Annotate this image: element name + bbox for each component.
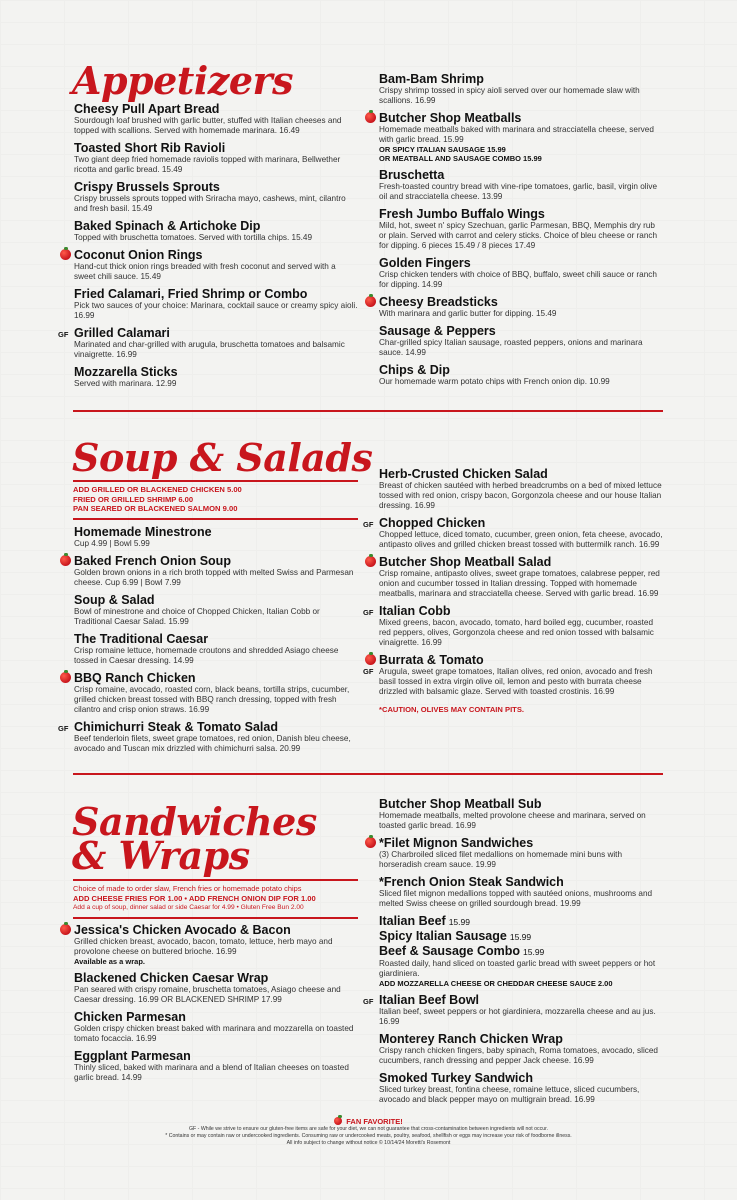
- item-title: Monterey Ranch Chicken Wrap: [379, 1032, 563, 1046]
- menu-item: [379, 256, 663, 290]
- menu-item: [363, 516, 663, 550]
- item-description: Golden brown onions in a rich broth topped with melted Swiss and Parmesan cheese. Cup 6.99 | Bowl 7.99: [74, 568, 354, 587]
- sandwiches-left-column: [74, 923, 359, 1088]
- menu-item: [74, 180, 359, 214]
- gluten-free-icon: GF: [58, 330, 69, 339]
- item-name: [379, 914, 663, 929]
- item-name: [74, 1010, 359, 1024]
- item-description: Crisp chicken tenders with choice of BBQ, buffalo, sweet chili sauce or ranch for dipping. 14.99: [379, 270, 657, 289]
- item-description: Breast of chicken sautéed with herbed breadcrumbs on a bed of mixed lettuce tossed with red onion, crispy bacon, Gorgonzola cheese and our house Italian dressing. 16.99: [379, 481, 662, 510]
- item-title: Eggplant Parmesan: [74, 1049, 191, 1063]
- menu-item: [379, 929, 663, 944]
- item-name: [74, 923, 359, 937]
- menu-item: [379, 324, 663, 358]
- item-description: Mild, hot, sweet n' spicy Szechuan, garlic Parmesan, BBQ, Memphis dry rub or plain. Served with carrot and celery sticks. Choice of bleu cheese or ranch for dipping. 6 pieces 15.49 / 8 pieces 17.49: [379, 221, 658, 250]
- item-title: Baked Spinach & Artichoke Dip: [74, 219, 261, 233]
- menu-item: [74, 141, 359, 175]
- tomato-icon: [365, 837, 376, 848]
- item-name: [74, 141, 359, 155]
- item-name: [74, 632, 359, 646]
- item-name: [379, 944, 663, 959]
- menu-item: [74, 632, 359, 666]
- item-price: 15.99: [523, 947, 545, 957]
- item-name: [74, 971, 359, 985]
- menu-item: [379, 797, 663, 831]
- item-title: Golden Fingers: [379, 256, 471, 270]
- item-name: [74, 180, 359, 194]
- tomato-icon: [60, 924, 71, 935]
- menu-item: [379, 363, 663, 387]
- menu-item: [74, 971, 359, 1005]
- item-description: Crispy ranch chicken fingers, baby spinach, Roma tomatoes, avocado, sliced cucumbers, ranch dressing and pepper Jack cheese. 16.99: [379, 1046, 658, 1065]
- item-name: [363, 516, 663, 530]
- menu-item: [74, 554, 359, 588]
- item-title: Burrata & Tomato: [379, 653, 484, 667]
- menu-item: [74, 1010, 359, 1044]
- sandwiches-addons: [73, 879, 358, 919]
- item-name: [379, 363, 663, 377]
- item-name: [379, 324, 663, 338]
- item-option: OR SPICY ITALIAN SAUSAGE 15.99: [379, 145, 506, 154]
- menu-item: [58, 720, 359, 754]
- item-name: [379, 256, 663, 270]
- item-title: Italian Beef Bowl: [379, 993, 480, 1007]
- addon-line: ADD CHEESE FRIES FOR 1.00 • ADD FRENCH ONION DIP FOR 1.00: [73, 893, 316, 903]
- menu-item: [379, 207, 663, 251]
- item-title: Blackened Chicken Caesar Wrap: [74, 971, 269, 985]
- item-name: [74, 525, 359, 539]
- item-title: Herb-Crusted Chicken Salad: [379, 467, 548, 481]
- menu-item: [74, 525, 359, 549]
- menu-item: [58, 326, 359, 360]
- item-title: Toasted Short Rib Ravioli: [74, 141, 226, 155]
- item-name: [74, 671, 359, 685]
- item-description: Bowl of minestrone and choice of Chopped Chicken, Italian Cobb or Traditional Caesar Salad. 15.99: [74, 607, 320, 626]
- item-description: Mixed greens, bacon, avocado, tomato, hard boiled egg, cucumber, roasted red peppers, olives, Gorgonzola cheese and red onion tossed with balsamic vinaigrette. 16.99: [379, 618, 654, 647]
- item-title: Coconut Onion Rings: [74, 248, 203, 262]
- menu-item: [74, 1049, 359, 1083]
- item-description: Hand-cut thick onion rings breaded with fresh coconut and served with a sweet chili sauce. 15.49: [74, 262, 336, 281]
- menu-item: [379, 111, 663, 163]
- tomato-icon: [334, 1117, 342, 1125]
- addon-line: ADD GRILLED OR BLACKENED CHICKEN 5.00: [73, 485, 242, 494]
- item-name: [379, 555, 663, 569]
- item-title: *Filet Mignon Sandwiches: [379, 836, 534, 850]
- gf-disclaimer: GF - While we strive to ensure our gluten-free items are safe for your diet, we can not guarantee that cross-contamination between ingredients will not occur.: [189, 1126, 548, 1132]
- tomato-icon: [365, 654, 376, 665]
- item-title: Butcher Shop Meatballs: [379, 111, 522, 125]
- item-name: [74, 593, 359, 607]
- addon-line: FRIED OR GRILLED SHRIMP 6.00: [73, 494, 194, 504]
- item-name: [74, 554, 359, 568]
- item-title: Beef & Sausage Combo: [379, 944, 521, 958]
- gluten-free-icon: GF: [363, 608, 374, 617]
- tomato-icon: [60, 249, 71, 260]
- item-title: Mozzarella Sticks: [74, 365, 178, 379]
- item-description: Pan seared with crispy romaine, bruschetta tomatoes, Asiago cheese and Caesar dressing. 16.99 OR BLACKENED SHRIMP 17.99: [74, 985, 341, 1004]
- gluten-free-icon: GF: [363, 667, 374, 676]
- item-description: Two giant deep fried homemade raviolis topped with marinara, Bellwether ricotta and garlic bread. 15.49: [74, 155, 341, 174]
- item-name: [379, 797, 663, 811]
- item-title: Soup & Salad: [74, 593, 155, 607]
- item-price: 15.99: [448, 917, 470, 927]
- menu-item: [379, 1032, 663, 1066]
- item-name: [379, 1032, 663, 1046]
- item-name: [379, 467, 663, 481]
- fan-favorite-legend: [0, 1116, 737, 1126]
- raw-disclaimer: * Contains or may contain raw or undercooked ingredients. Consuming raw or undercooked meats, poultry, seafood, shellfish or eggs may increase your risk of foodborne illness.: [165, 1133, 572, 1139]
- fan-favorite-label: FAN FAVORITE!: [346, 1117, 403, 1126]
- item-title: BBQ Ranch Chicken: [74, 671, 196, 685]
- section-divider: [73, 410, 663, 412]
- item-title: Crispy Brussels Sprouts: [74, 180, 220, 194]
- item-description: Sourdough loaf brushed with garlic butter, stuffed with Italian cheeses and topped with scallions. Served with homemade marinara. 16.49: [74, 116, 342, 135]
- item-title: Butcher Shop Meatball Salad: [379, 555, 552, 569]
- item-option: Available as a wrap.: [74, 957, 146, 966]
- addon-line: Add a cup of soup, dinner salad or side Caesar for 4.99 • Gluten Free Bun 2.00: [73, 904, 304, 911]
- item-name: [74, 1049, 359, 1063]
- sandwiches-title-line2: & Wraps: [72, 833, 250, 878]
- item-name: [74, 219, 359, 233]
- soups-addons: [73, 480, 358, 520]
- tomato-icon: [365, 112, 376, 123]
- item-name: [74, 287, 359, 301]
- tomato-icon: [365, 296, 376, 307]
- item-name: [379, 111, 663, 125]
- item-description: Chopped lettuce, diced tomato, cucumber, green onion, feta cheese, avocado, antipasto olives and grilled chicken breast tossed with buttermilk ranch. 16.99: [379, 530, 663, 549]
- item-title: Smoked Turkey Sandwich: [379, 1071, 533, 1085]
- item-title: Fried Calamari, Fried Shrimp or Combo: [74, 287, 308, 301]
- gluten-free-icon: GF: [58, 724, 69, 733]
- menu-item: [379, 555, 663, 599]
- soups-title: Soup & Salads: [72, 435, 373, 480]
- item-description: Marinated and char-grilled with arugula, bruschetta tomatoes and balsamic vinaigrette. 16.99: [74, 340, 345, 359]
- item-name: [74, 365, 359, 379]
- item-title: Jessica's Chicken Avocado & Bacon: [74, 923, 291, 937]
- item-description: Thinly sliced, baked with marinara and a blend of Italian cheeses on toasted garlic bread. 14.99: [74, 1063, 349, 1082]
- menu-item: [74, 365, 359, 389]
- soups-left-column: [58, 525, 359, 759]
- menu-item: [74, 287, 359, 321]
- menu-item: [379, 72, 663, 106]
- item-description: Italian beef, sweet peppers or hot giardiniera, mozzarella cheese and au jus. 16.99: [379, 1007, 656, 1026]
- item-title: Baked French Onion Soup: [74, 554, 231, 568]
- item-title: The Traditional Caesar: [74, 632, 209, 646]
- item-name: [379, 875, 663, 889]
- addon-line: Choice of made to order slaw, French fries or homemade potato chips: [73, 884, 302, 893]
- item-title: Butcher Shop Meatball Sub: [379, 797, 542, 811]
- item-option: ADD MOZZARELLA CHEESE OR CHEDDAR CHEESE SAUCE 2.00: [379, 979, 613, 988]
- appetizers-title: Appetizers: [72, 58, 293, 103]
- item-name: [363, 993, 663, 1007]
- menu-item: [363, 604, 663, 648]
- menu-item: [379, 836, 663, 870]
- item-name: [379, 295, 663, 309]
- item-name: [74, 248, 359, 262]
- item-title: Homemade Minestrone: [74, 525, 212, 539]
- item-description: Sliced turkey breast, fontina cheese, romaine lettuce, sliced cucumbers, avocado and black pepper mayo on multigrain bread. 16.99: [379, 1085, 640, 1104]
- item-description: Crisp romaine, antipasto olives, sweet grape tomatoes, calabrese pepper, red onion and cucumber tossed in Italian dressing. Topped with homemade meatballs, marinara and stracciatella cheese. Served with garlic bread. 16.99: [379, 569, 660, 598]
- item-name: [379, 929, 663, 944]
- tomato-icon: [365, 556, 376, 567]
- item-description: Char-grilled spicy Italian sausage, roasted peppers, onions and marinara sauce. 14.99: [379, 338, 643, 357]
- menu-item: [379, 944, 663, 988]
- item-option: OR MEATBALL AND SAUSAGE COMBO 15.99: [379, 154, 542, 163]
- item-name: [379, 207, 663, 221]
- item-title: Spicy Italian Sausage: [379, 929, 507, 943]
- item-name: [58, 326, 359, 340]
- item-description: Crisp romaine lettuce, homemade croutons and shredded Asiago cheese tossed in Caesar dressing. 14.99: [74, 646, 339, 665]
- item-description: Crispy brussels sprouts topped with Sriracha mayo, cashews, mint, cilantro and fresh basil. 15.49: [74, 194, 346, 213]
- item-description: With marinara and garlic butter for dipping. 15.49: [379, 309, 557, 318]
- sandwiches-title-line1: Sandwiches: [72, 799, 317, 844]
- item-title: Cheesy Breadsticks: [379, 295, 498, 309]
- item-description: Fresh-toasted country bread with vine-ripe tomatoes, garlic, basil, virgin olive oil and stracciatella cheese. 13.99: [379, 182, 658, 201]
- item-title: *French Onion Steak Sandwich: [379, 875, 564, 889]
- menu-item: [379, 875, 663, 909]
- item-description: Beef tenderloin filets, sweet grape tomatoes, red onion, Danish bleu cheese, avocado and Tuscan mix drizzled with chimichurri salsa. 20.99: [74, 734, 351, 753]
- tomato-icon: [60, 672, 71, 683]
- item-description: Grilled chicken breast, avocado, bacon, tomato, lettuce, herb mayo and provolone cheese on buttered brioche. 16.99: [74, 937, 333, 956]
- item-description: Topped with bruschetta tomatoes. Served with tortilla chips. 15.49: [74, 233, 313, 242]
- change-notice: All info subject to change without notice © 10/14/24 Moretti's Rosemont: [286, 1140, 451, 1146]
- item-title: Fresh Jumbo Buffalo Wings: [379, 207, 545, 221]
- item-title: Chimichurri Steak & Tomato Salad: [74, 720, 278, 734]
- item-name: [363, 653, 663, 676]
- menu-item: [74, 102, 359, 136]
- menu-item: [74, 219, 359, 243]
- item-description: Homemade meatballs, melted provolone cheese and marinara, served on toasted garlic bread. 16.99: [379, 811, 646, 830]
- item-description: Crisp romaine, avocado, roasted corn, black beans, tortilla strips, cucumber, grilled chicken breast tossed with BBQ ranch dressing, topped with fresh cilantro and crisp onion straws. 16.99: [74, 685, 350, 714]
- item-description: Crispy shrimp tossed in spicy aioli served over our homemade slaw with scallions. 16.99: [379, 86, 640, 105]
- item-name: [379, 836, 663, 850]
- item-description: (3) Charbroiled sliced filet medallions on homemade mini buns with horseradish cream sauce. 19.99: [379, 850, 623, 869]
- menu-item: [363, 653, 663, 697]
- item-description: Pick two sauces of your choice: Marinara, cocktail sauce or creamy spicy aioli. 16.99: [74, 301, 358, 320]
- gluten-free-icon: GF: [363, 997, 374, 1006]
- item-description: Arugula, sweet grape tomatoes, Italian olives, red onion, avocado and fresh basil tossed in extra virgin olive oil, lemon and pesto with burrata cheese drizzled with balsamic glaze. Served with toasted crostinis. 16.99: [379, 667, 653, 696]
- menu-item: [379, 1071, 663, 1105]
- item-title: Italian Beef: [379, 914, 446, 928]
- item-title: Bruschetta: [379, 168, 445, 182]
- soups-right-column: [363, 467, 663, 714]
- item-description: Cup 4.99 | Bowl 5.99: [74, 539, 150, 548]
- tomato-icon: [60, 555, 71, 566]
- item-name: [58, 720, 359, 734]
- item-name: [74, 102, 359, 116]
- item-title: Chicken Parmesan: [74, 1010, 186, 1024]
- menu-item: [74, 923, 359, 966]
- item-title: Chips & Dip: [379, 363, 450, 377]
- item-name: [363, 604, 663, 618]
- item-name: [379, 1071, 663, 1085]
- item-description: Homemade meatballs baked with marinara and stracciatella cheese, served with garlic bread. 15.99: [379, 125, 654, 144]
- menu-item: [379, 168, 663, 202]
- menu-item: [379, 914, 663, 929]
- item-description: Golden crispy chicken breast baked with marinara and mozzarella on toasted tomato focaccia. 16.99: [74, 1024, 354, 1043]
- item-description: Sliced filet mignon medallions topped with sautéed onions, mushrooms and melted Swiss cheese on grilled sourdough bread. 19.99: [379, 889, 653, 908]
- item-title: Cheesy Pull Apart Bread: [74, 102, 220, 116]
- menu-item: [74, 671, 359, 715]
- item-title: Italian Cobb: [379, 604, 451, 618]
- item-title: Bam-Bam Shrimp: [379, 72, 484, 86]
- section-divider: [73, 773, 663, 775]
- menu-item: [379, 295, 663, 319]
- item-description: Roasted daily, hand sliced on toasted garlic bread with sweet peppers or hot giardiniera.: [379, 959, 656, 978]
- menu-item: [74, 593, 359, 627]
- addon-line: PAN SEARED OR BLACKENED SALMON 9.00: [73, 504, 238, 513]
- olive-caution: *CAUTION, OLIVES MAY CONTAIN PITS.: [379, 705, 524, 714]
- item-price: 15.99: [509, 932, 532, 942]
- item-title: Chopped Chicken: [379, 516, 486, 530]
- appetizers-right-column: [379, 72, 663, 392]
- menu-item: [74, 248, 359, 282]
- item-description: Our homemade warm potato chips with French onion dip. 10.99: [379, 377, 610, 386]
- sandwiches-right-column: [363, 797, 663, 1110]
- item-name: [379, 168, 663, 182]
- item-name: [379, 72, 663, 86]
- footer: [0, 1116, 737, 1147]
- appetizers-left-column: [58, 102, 359, 394]
- gluten-free-icon: GF: [363, 520, 374, 529]
- menu-item: [379, 467, 663, 511]
- item-description: Served with marinara. 12.99: [74, 379, 177, 388]
- item-title: Sausage & Peppers: [379, 324, 496, 338]
- menu-item: [363, 993, 663, 1027]
- item-title: Grilled Calamari: [74, 326, 170, 340]
